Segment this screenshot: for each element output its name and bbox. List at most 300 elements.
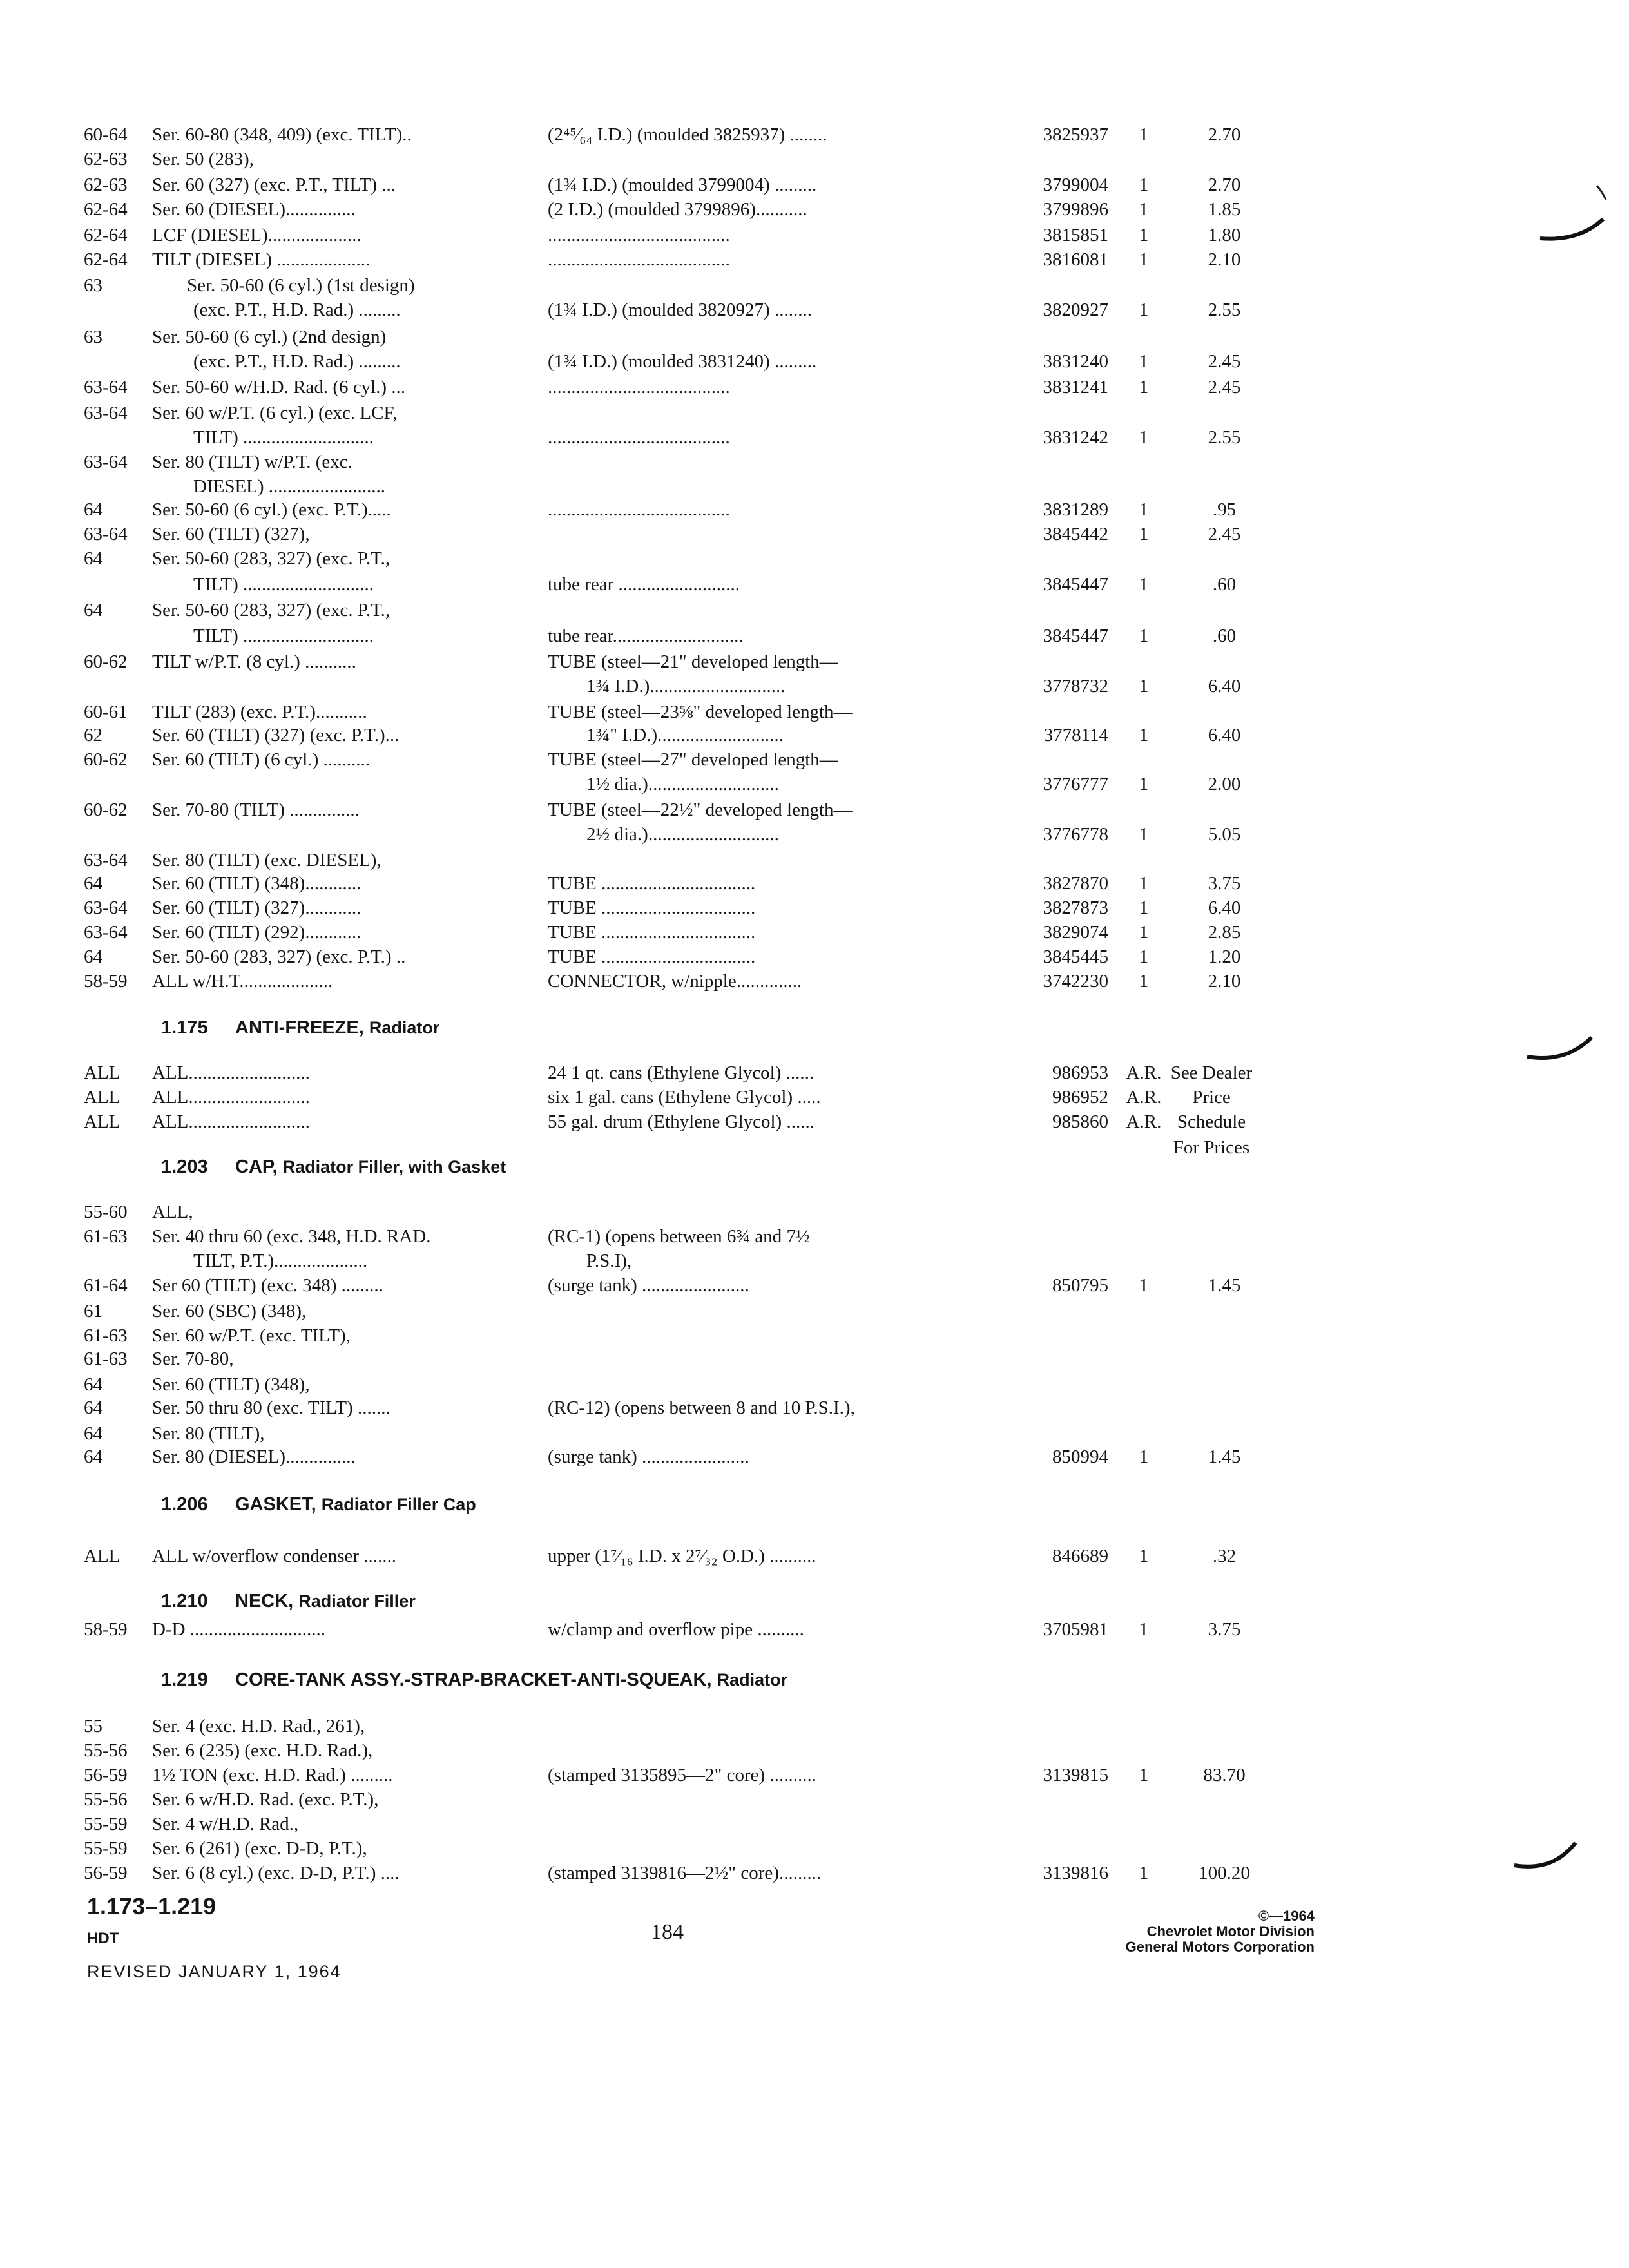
part-number: 3845447 xyxy=(1043,574,1108,595)
part-description: 55 gal. drum (Ethylene Glycol) ...... xyxy=(548,1111,815,1132)
part-description: upper (1⁷⁄₁₆ I.D. x 2⁷⁄₃₂ O.D.) .......... xyxy=(548,1546,816,1566)
section-number: 1.206 xyxy=(161,1494,208,1515)
quantity: A.R. xyxy=(1126,1087,1162,1108)
parts-row xyxy=(0,896,1629,921)
model-years: 64 xyxy=(84,947,102,967)
part-description: TUBE (steel—21" developed length— xyxy=(548,651,838,672)
application: TILT (283) (exc. P.T.)........... xyxy=(152,702,367,722)
parts-row xyxy=(0,401,1629,427)
part-description: TUBE ................................. xyxy=(548,898,756,918)
application: (exc. P.T., H.D. Rad.) ......... xyxy=(193,351,401,372)
application: Ser. 50-60 w/H.D. Rad. (6 cyl.) ... xyxy=(152,377,406,398)
list-price: 1.20 xyxy=(1208,947,1241,967)
part-number: 3776778 xyxy=(1043,824,1108,845)
section-title-main: NECK, xyxy=(235,1591,294,1611)
application: Ser. 60 (327) (exc. P.T., TILT) ... xyxy=(152,175,396,195)
copyright-notice: ©—1964 xyxy=(1258,1908,1315,1924)
application: Ser. 70-80 (TILT) ............... xyxy=(152,800,360,820)
part-description: 24 1 qt. cans (Ethylene Glycol) ...... xyxy=(548,1062,815,1083)
part-number: 986952 xyxy=(1052,1087,1108,1108)
part-number: 3705981 xyxy=(1043,1619,1108,1640)
section-heading xyxy=(0,1667,1629,1693)
section-title xyxy=(235,1667,787,1692)
section-title-main: CORE-TANK ASSY.-STRAP-BRACKET-ANTI-SQUEAK, xyxy=(235,1669,712,1690)
part-number: 3831242 xyxy=(1043,427,1108,448)
parts-row xyxy=(0,197,1629,223)
model-years: 55-59 xyxy=(84,1838,128,1859)
list-price: .60 xyxy=(1212,626,1237,646)
quantity: 1 xyxy=(1139,626,1149,646)
quantity: 1 xyxy=(1139,971,1149,992)
parts-row xyxy=(0,497,1629,523)
part-number: 3825937 xyxy=(1043,124,1108,145)
list-price: 2.45 xyxy=(1208,377,1241,398)
application: DIESEL) ......................... xyxy=(193,476,386,497)
model-years: 60-64 xyxy=(84,124,128,145)
part-number: 3799896 xyxy=(1043,199,1108,220)
part-description: (1¾ I.D.) (moulded 3820927) ........ xyxy=(548,300,812,320)
application: Ser. 60 (TILT) (327)............ xyxy=(152,898,361,918)
model-years: 58-59 xyxy=(84,971,128,992)
section-title-sub: Radiator Filler, with Gasket xyxy=(282,1157,506,1177)
model-years: 55 xyxy=(84,1716,102,1736)
part-description: six 1 gal. cans (Ethylene Glycol) ..... xyxy=(548,1087,821,1108)
list-price: .60 xyxy=(1212,574,1237,595)
part-description: tube rear............................ xyxy=(548,626,744,646)
quantity: 1 xyxy=(1139,499,1149,520)
section-heading xyxy=(0,1015,1629,1041)
quantity: 1 xyxy=(1139,574,1149,595)
quantity: 1 xyxy=(1139,1446,1149,1467)
application: TILT) ............................ xyxy=(193,574,374,595)
section-title-sub: Radiator Filler Cap xyxy=(321,1495,476,1514)
parts-row xyxy=(0,1372,1629,1398)
part-number: 3845447 xyxy=(1043,626,1108,646)
model-years: ALL xyxy=(84,1062,120,1083)
application: Ser. 6 (235) (exc. H.D. Rad.), xyxy=(152,1740,373,1761)
section-number: 1.210 xyxy=(161,1591,208,1611)
part-number: 3816081 xyxy=(1043,249,1108,270)
model-years: 55-56 xyxy=(84,1789,128,1810)
section-title-sub: Radiator Filler xyxy=(298,1591,416,1611)
part-description: (2⁴⁵⁄₆₄ I.D.) (moulded 3825937) ........ xyxy=(548,124,827,145)
parts-row xyxy=(0,822,1629,848)
model-years: 63-64 xyxy=(84,922,128,943)
part-description: (2 I.D.) (moulded 3799896)........... xyxy=(548,199,807,220)
model-years: 62-64 xyxy=(84,249,128,270)
quantity: 1 xyxy=(1139,1619,1149,1640)
model-years: 60-62 xyxy=(84,651,128,672)
application: Ser. 50-60 (6 cyl.) (2nd design) xyxy=(152,327,387,347)
model-years: ALL xyxy=(84,1087,120,1108)
model-years: 63-64 xyxy=(84,898,128,918)
application: Ser. 50-60 (283, 327) (exc. P.T., xyxy=(152,548,390,569)
parts-row xyxy=(0,848,1629,874)
parts-row xyxy=(0,147,1629,173)
list-price: 6.40 xyxy=(1208,725,1241,745)
model-years: 60-61 xyxy=(84,702,128,722)
application: D-D ............................. xyxy=(152,1619,326,1640)
model-years: 56-59 xyxy=(84,1765,128,1785)
application: Ser. 50 (283), xyxy=(152,149,254,169)
part-description: ....................................... xyxy=(548,427,730,448)
page-number: 184 xyxy=(651,1920,684,1944)
application: Ser. 50-60 (283, 327) (exc. P.T.) .. xyxy=(152,947,406,967)
list-price: 2.55 xyxy=(1208,300,1241,320)
list-price: 2.10 xyxy=(1208,249,1241,270)
parts-row xyxy=(0,1299,1629,1325)
parts-row xyxy=(0,798,1629,823)
model-years: 58-59 xyxy=(84,1619,128,1640)
part-number: 850795 xyxy=(1052,1275,1108,1296)
part-description: TUBE (steel—23⅝" developed length— xyxy=(548,702,853,722)
parts-row xyxy=(0,945,1629,970)
parts-row xyxy=(0,772,1629,798)
part-description: (stamped 3139816—2½" core)......... xyxy=(548,1863,822,1883)
model-years: ALL xyxy=(84,1111,120,1132)
list-price: 6.40 xyxy=(1208,676,1241,697)
list-price: 5.05 xyxy=(1208,824,1241,845)
model-years: 64 xyxy=(84,499,102,520)
application: TILT (DIESEL) .................... xyxy=(152,249,371,270)
division-name: Chevrolet Motor Division xyxy=(1146,1923,1315,1939)
model-years: 60-62 xyxy=(84,800,128,820)
parts-row xyxy=(0,1714,1629,1740)
application: (exc. P.T., H.D. Rad.) ......... xyxy=(193,300,401,320)
part-description: 2½ dia.)............................ xyxy=(586,824,779,845)
quantity: 1 xyxy=(1139,947,1149,967)
list-price: 3.75 xyxy=(1208,873,1241,894)
parts-row xyxy=(0,546,1629,572)
application: Ser. 60 w/P.T. (exc. TILT), xyxy=(152,1325,351,1346)
binder-hole-mark xyxy=(1521,1024,1598,1082)
application: Ser. 6 (261) (exc. D-D, P.T.), xyxy=(152,1838,367,1859)
parts-row xyxy=(0,450,1629,476)
model-years: 55-56 xyxy=(84,1740,128,1761)
model-years: 61-64 xyxy=(84,1275,128,1296)
application: Ser. 60 (TILT) (6 cyl.) .......... xyxy=(152,749,371,770)
section-title-sub: Radiator xyxy=(369,1018,440,1037)
list-price: 2.70 xyxy=(1208,124,1241,145)
part-number: 986953 xyxy=(1052,1062,1108,1083)
part-description: 1¾" I.D.)........................... xyxy=(586,725,784,745)
parts-row xyxy=(0,522,1629,548)
application: ALL, xyxy=(152,1202,193,1222)
quantity: 1 xyxy=(1139,922,1149,943)
parts-row xyxy=(0,1812,1629,1838)
parts-row xyxy=(0,920,1629,946)
list-price: 1.85 xyxy=(1208,199,1241,220)
parts-row xyxy=(0,747,1629,773)
quantity: 1 xyxy=(1139,1546,1149,1566)
parts-row xyxy=(0,325,1629,351)
quantity: 1 xyxy=(1139,300,1149,320)
quantity: A.R. xyxy=(1126,1062,1162,1083)
model-years: ALL xyxy=(84,1546,120,1566)
application: Ser. 60 (TILT) (348), xyxy=(152,1374,310,1395)
list-price: 2.10 xyxy=(1208,971,1241,992)
part-description: ....................................... xyxy=(548,377,730,398)
parts-row xyxy=(0,969,1629,995)
model-years: 62-64 xyxy=(84,225,128,245)
section-heading xyxy=(0,1492,1629,1518)
model-years: 61-63 xyxy=(84,1226,128,1247)
application: Ser. 50-60 (6 cyl.) (1st design) xyxy=(187,275,415,296)
parts-row xyxy=(0,1273,1629,1299)
part-description: ....................................... xyxy=(548,249,730,270)
model-years: 64 xyxy=(84,600,102,620)
parts-row xyxy=(0,674,1629,700)
parts-row xyxy=(0,1396,1629,1421)
model-years: 64 xyxy=(84,1446,102,1467)
list-price: .32 xyxy=(1212,1546,1237,1566)
section-title-sub: Radiator xyxy=(717,1670,788,1689)
model-years: 60-62 xyxy=(84,749,128,770)
application: Ser. 60 (TILT) (327), xyxy=(152,524,310,544)
section-title-main: CAP, xyxy=(235,1157,278,1177)
parts-row xyxy=(0,1085,1629,1111)
parts-row xyxy=(0,624,1629,649)
quantity: 1 xyxy=(1139,1765,1149,1785)
application: TILT) ............................ xyxy=(193,626,374,646)
parts-row xyxy=(0,649,1629,675)
model-years: 64 xyxy=(84,548,102,569)
parts-row xyxy=(0,1861,1629,1887)
application: Ser. 60 (TILT) (327) (exc. P.T.)... xyxy=(152,725,400,745)
parts-row xyxy=(0,1347,1629,1372)
quantity: 1 xyxy=(1139,427,1149,448)
list-price: 1.45 xyxy=(1208,1275,1241,1296)
model-years: 63 xyxy=(84,275,102,296)
list-price: 2.00 xyxy=(1208,774,1241,794)
application: LCF (DIESEL).................... xyxy=(152,225,361,245)
section-number: 1.175 xyxy=(161,1017,208,1038)
list-price: 2.55 xyxy=(1208,427,1241,448)
list-price: .95 xyxy=(1212,499,1237,520)
quantity: 1 xyxy=(1139,225,1149,245)
model-years: 61 xyxy=(84,1301,102,1321)
section-heading xyxy=(0,1589,1629,1615)
list-price: 6.40 xyxy=(1208,898,1241,918)
part-number: 3820927 xyxy=(1043,300,1108,320)
parts-row xyxy=(0,871,1629,897)
application: TILT) ............................ xyxy=(193,427,374,448)
quantity: 1 xyxy=(1139,898,1149,918)
model-years: 64 xyxy=(84,1423,102,1444)
model-years: 63-64 xyxy=(84,377,128,398)
model-years: 64 xyxy=(84,873,102,894)
corporation-name: General Motors Corporation xyxy=(1125,1939,1315,1955)
application: ALL.......................... xyxy=(152,1087,310,1108)
part-description: TUBE (steel—22½" developed length— xyxy=(548,800,853,820)
quantity: 1 xyxy=(1139,824,1149,845)
part-description: 1½ dia.)............................ xyxy=(586,774,779,794)
part-description: (surge tank) ....................... xyxy=(548,1446,749,1467)
model-years: 62-64 xyxy=(84,199,128,220)
application: ALL w/H.T.................... xyxy=(152,971,333,992)
quantity: 1 xyxy=(1139,524,1149,544)
part-description: (stamped 3135895—2" core) .......... xyxy=(548,1765,816,1785)
section-title xyxy=(235,1589,416,1613)
part-number: 3831240 xyxy=(1043,351,1108,372)
parts-row xyxy=(0,1544,1629,1570)
model-years: 63-64 xyxy=(84,850,128,870)
part-description: TUBE (steel—27" developed length— xyxy=(548,749,838,770)
parts-row xyxy=(0,1763,1629,1789)
quantity: 1 xyxy=(1139,873,1149,894)
section-title xyxy=(235,1492,476,1517)
part-number: 3829074 xyxy=(1043,922,1108,943)
model-years: 62-63 xyxy=(84,175,128,195)
parts-row xyxy=(0,1738,1629,1764)
model-years: 63-64 xyxy=(84,403,128,423)
application: Ser. 60 w/P.T. (6 cyl.) (exc. LCF, xyxy=(152,403,398,423)
part-description: TUBE ................................. xyxy=(548,922,756,943)
binder-hole-mark xyxy=(1534,180,1611,258)
part-number: 3778114 xyxy=(1043,725,1108,745)
part-number: 3827870 xyxy=(1043,873,1108,894)
part-number: 3845445 xyxy=(1043,947,1108,967)
application: Ser. 80 (TILT) (exc. DIESEL), xyxy=(152,850,381,870)
part-description: w/clamp and overflow pipe .......... xyxy=(548,1619,804,1640)
part-description: P.S.I), xyxy=(586,1251,632,1271)
price-note: For Prices xyxy=(1173,1137,1250,1158)
part-number: 3845442 xyxy=(1043,524,1108,544)
application: Ser. 6 (8 cyl.) (exc. D-D, P.T.) .... xyxy=(152,1863,400,1883)
part-number: 3799004 xyxy=(1043,175,1108,195)
model-years: 55-60 xyxy=(84,1202,128,1222)
price-note: Price xyxy=(1192,1087,1231,1108)
application: Ser. 40 thru 60 (exc. 348, H.D. RAD. xyxy=(152,1226,431,1247)
part-number: 985860 xyxy=(1052,1111,1108,1132)
part-description: ....................................... xyxy=(548,499,730,520)
part-number: 3831241 xyxy=(1043,377,1108,398)
section-title-main: ANTI-FREEZE, xyxy=(235,1017,364,1038)
quantity: 1 xyxy=(1139,676,1149,697)
list-price: 2.45 xyxy=(1208,351,1241,372)
parts-row xyxy=(0,223,1629,249)
parts-row xyxy=(0,1224,1629,1250)
model-years: 62 xyxy=(84,725,102,745)
application: Ser. 60 (TILT) (292)............ xyxy=(152,922,361,943)
model-years: 55-59 xyxy=(84,1814,128,1834)
application: ALL w/overflow condenser ....... xyxy=(152,1546,397,1566)
quantity: 1 xyxy=(1139,249,1149,270)
application: Ser. 4 w/H.D. Rad., xyxy=(152,1814,299,1834)
application: Ser. 50 thru 80 (exc. TILT) ....... xyxy=(152,1398,390,1418)
part-description: ....................................... xyxy=(548,225,730,245)
list-price: 100.20 xyxy=(1199,1863,1250,1883)
quantity: 1 xyxy=(1139,377,1149,398)
application: 1½ TON (exc. H.D. Rad.) ......... xyxy=(152,1765,393,1785)
price-note: See Dealer xyxy=(1170,1062,1253,1083)
model-years: 61-63 xyxy=(84,1325,128,1346)
parts-row xyxy=(0,273,1629,299)
application: Ser. 50-60 (283, 327) (exc. P.T., xyxy=(152,600,390,620)
parts-row xyxy=(0,298,1629,323)
quantity: 1 xyxy=(1139,199,1149,220)
application: Ser. 60 (SBC) (348), xyxy=(152,1301,307,1321)
list-price: 2.85 xyxy=(1208,922,1241,943)
list-price: 1.45 xyxy=(1208,1446,1241,1467)
section-number: 1.219 xyxy=(161,1669,208,1690)
part-description: (1¾ I.D.) (moulded 3831240) ......... xyxy=(548,351,817,372)
quantity: A.R. xyxy=(1126,1111,1162,1132)
part-number: 3139815 xyxy=(1043,1765,1108,1785)
part-number: 3815851 xyxy=(1043,225,1108,245)
parts-row xyxy=(0,375,1629,401)
part-description: TUBE ................................. xyxy=(548,873,756,894)
application: Ser. 4 (exc. H.D. Rad., 261), xyxy=(152,1716,365,1736)
part-description: (RC-1) (opens between 6¾ and 7½ xyxy=(548,1226,810,1247)
model-years: 63 xyxy=(84,327,102,347)
parts-row xyxy=(0,1836,1629,1862)
part-description: TUBE ................................. xyxy=(548,947,756,967)
application: Ser. 80 (TILT) w/P.T. (exc. xyxy=(152,452,352,472)
section-range: 1.173–1.219 xyxy=(87,1893,217,1919)
parts-row xyxy=(0,425,1629,451)
parts-row xyxy=(0,349,1629,375)
part-description: 1¾ I.D.)............................. xyxy=(586,676,786,697)
application: Ser. 60 (TILT) (348)............ xyxy=(152,873,361,894)
parts-row xyxy=(0,474,1629,500)
part-number: 3827873 xyxy=(1043,898,1108,918)
model-years: 63-64 xyxy=(84,452,128,472)
application: TILT w/P.T. (8 cyl.) ........... xyxy=(152,651,356,672)
parts-row xyxy=(0,1421,1629,1447)
parts-row xyxy=(0,1061,1629,1086)
price-note: Schedule xyxy=(1177,1111,1246,1132)
copyright-block xyxy=(1044,1908,1315,1955)
quantity: 1 xyxy=(1139,725,1149,745)
application: Ser. 60-80 (348, 409) (exc. TILT).. xyxy=(152,124,412,145)
quantity: 1 xyxy=(1139,351,1149,372)
list-price: 3.75 xyxy=(1208,1619,1241,1640)
quantity: 1 xyxy=(1139,774,1149,794)
part-description: (surge tank) ....................... xyxy=(548,1275,749,1296)
part-description: (RC-12) (opens between 8 and 10 P.S.I.), xyxy=(548,1398,855,1418)
application: TILT, P.T.).................... xyxy=(193,1251,368,1271)
part-number: 3831289 xyxy=(1043,499,1108,520)
part-number: 3139816 xyxy=(1043,1863,1108,1883)
list-price: 1.80 xyxy=(1208,225,1241,245)
model-years: 56-59 xyxy=(84,1863,128,1883)
part-number: 3742230 xyxy=(1043,971,1108,992)
application: Ser. 80 (DIESEL)............... xyxy=(152,1446,356,1467)
part-number: 846689 xyxy=(1052,1546,1108,1566)
application: Ser. 60 (DIESEL)............... xyxy=(152,199,356,220)
list-price: 2.70 xyxy=(1208,175,1241,195)
model-years: 63-64 xyxy=(84,524,128,544)
list-price: 83.70 xyxy=(1203,1765,1246,1785)
application: Ser. 80 (TILT), xyxy=(152,1423,265,1444)
section-heading xyxy=(0,1155,1629,1180)
parts-row xyxy=(0,572,1629,598)
section-title-main: GASKET, xyxy=(235,1494,316,1515)
model-years: 62-63 xyxy=(84,149,128,169)
parts-row xyxy=(0,173,1629,198)
section-title xyxy=(235,1015,439,1040)
application: Ser 60 (TILT) (exc. 348) ......... xyxy=(152,1275,383,1296)
part-number: 850994 xyxy=(1052,1446,1108,1467)
parts-row xyxy=(0,700,1629,726)
section-title xyxy=(235,1155,506,1179)
parts-row xyxy=(0,1110,1629,1135)
quantity: 1 xyxy=(1139,1863,1149,1883)
catalog-code: HDT xyxy=(87,1930,119,1947)
application: Ser. 70-80, xyxy=(152,1349,234,1369)
parts-row xyxy=(0,723,1629,749)
